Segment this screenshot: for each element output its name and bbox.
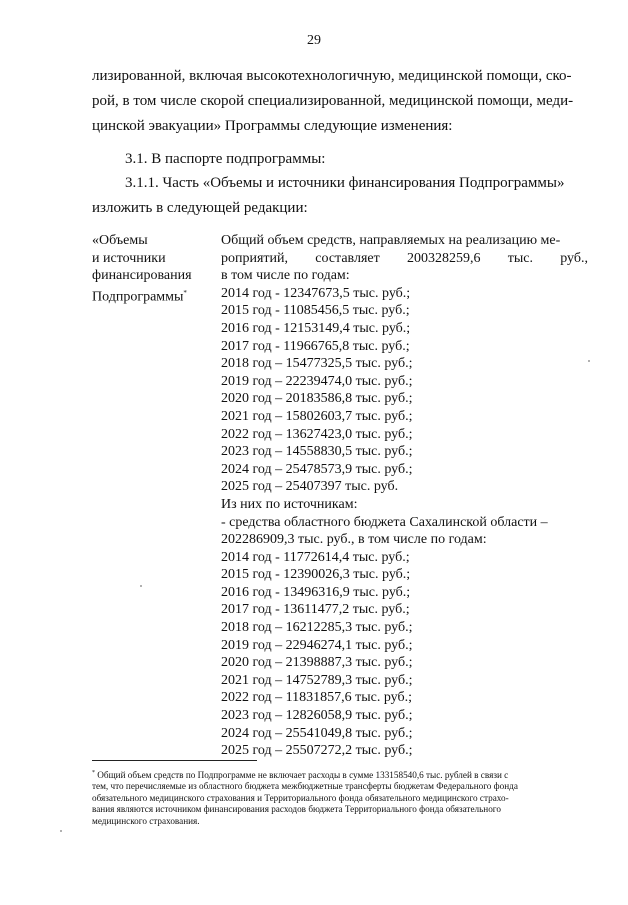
footnote-line-1-text: Общий объем средств по Подпрограмме не включает расходы в сумме 133158540,6 тыс. рублей в связи с (97, 770, 509, 781)
regional-year-row: 2024 год – 25541049,8 тыс. руб.; (221, 725, 413, 741)
sources-heading: Из них по источникам: (221, 496, 358, 512)
total-year-row: 2015 год - 11085456,5 тыс. руб.; (221, 303, 410, 319)
page-number: 29 (307, 33, 321, 48)
item-3-1-1-line-2: изложить в следующей редакции: (92, 200, 308, 216)
regional-year-row: 2020 год – 21398887,3 тыс. руб.; (221, 655, 413, 671)
regional-year-row: 2022 год – 11831857,6 тыс. руб.; (221, 690, 412, 706)
regional-line-2: 202286909,3 тыс. руб., в том числе по годам: (221, 532, 487, 548)
regional-year-row: 2023 год – 12826058,9 тыс. руб.; (221, 708, 413, 724)
total-year-row: 2014 год - 12347673,5 тыс. руб.; (221, 285, 411, 301)
intro-paragraph (92, 64, 586, 139)
item-3-1-1 (92, 171, 586, 221)
item-3-1-text: 3.1. В паспорте подпрограммы: (125, 151, 326, 167)
total-line-2 (221, 250, 588, 268)
total-year-row: 2021 год – 15802603,7 тыс. руб.; (221, 408, 413, 424)
regional-year-row: 2015 год - 12390026,3 тыс. руб.; (221, 567, 411, 583)
label-line-4-text: Подпрограммы (92, 289, 184, 305)
regional-year-row: 2017 год - 13611477,2 тыс. руб.; (221, 602, 410, 618)
regional-year-row: 2018 год – 16212285,3 тыс. руб.; (221, 620, 413, 636)
label-line-1: «Объемы (92, 233, 148, 248)
total-year-row: 2017 год - 11966765,8 тыс. руб.; (221, 338, 410, 354)
total-line-2-part-e: руб., (560, 250, 588, 266)
footnote-line-1 (92, 768, 586, 781)
footnote-divider (92, 760, 257, 761)
scan-speck (60, 830, 62, 832)
footnote-line-4: вания являются источником финансирования расходов бюджета Территориального фонда обязательного (92, 804, 501, 815)
intro-line-2: рой, в том числе скорой специализированной, медицинской помощи, меди- (92, 93, 574, 109)
total-year-row: 2020 год – 20183586,8 тыс. руб.; (221, 391, 413, 407)
item-3-1-1-line-1: 3.1.1. Часть «Объемы и источники финансирования Подпрограммы» (125, 175, 565, 191)
footnote-line-5: медицинского страхования. (92, 815, 200, 826)
total-year-row: 2024 год – 25478573,9 тыс. руб.; (221, 461, 413, 477)
regional-year-row: 2025 год – 25507272,2 тыс. руб.; (221, 743, 413, 759)
total-line-1: Общий объем средств, направляемых на реализацию ме- (221, 233, 561, 248)
total-year-row: 2025 год – 25407397 тыс. руб. (221, 479, 399, 495)
total-year-row: 2019 год – 22239474,0 тыс. руб.; (221, 373, 413, 389)
total-line-3: в том числе по годам: (221, 268, 350, 284)
regional-year-row: 2019 год – 22946274,1 тыс. руб.; (221, 637, 413, 653)
label-line-2: и источники (92, 250, 166, 266)
label-line-3: финансирования (92, 268, 192, 284)
financing-content (221, 232, 588, 760)
intro-line-1: лизированной, включая высокотехнологичную, медицинской помощи, ско- (92, 68, 572, 84)
footnote-line-2: тем, что перечисляемые из областного бюджета межбюджетные трансферты бюджетам Федерального фонда (92, 781, 518, 792)
total-year-row: 2022 год – 13627423,0 тыс. руб.; (221, 426, 413, 442)
total-year-row: 2018 год – 15477325,5 тыс. руб.; (221, 356, 413, 372)
footnote-mark: * (183, 288, 187, 297)
scan-speck (140, 585, 142, 587)
total-line-2-part-a: роприятий, (221, 250, 289, 266)
regional-line-1: - средства областного бюджета Сахалинской области – (221, 514, 548, 530)
scan-speck (588, 360, 590, 362)
total-line-2-part-d: тыс. (507, 250, 533, 266)
footnote-mark-bottom: * (92, 770, 95, 776)
regional-year-row: 2014 год - 11772614,4 тыс. руб.; (221, 549, 410, 565)
total-amount: 200328259,6 (406, 250, 481, 266)
total-year-row: 2023 год – 14558830,5 тыс. руб.; (221, 444, 413, 460)
intro-line-3: цинской эвакуации» Программы следующие изменения: (92, 118, 453, 134)
section-label (92, 232, 217, 306)
footnote-line-3: обязательного медицинского страхования и Территориального фонда обязательного медицинского страхо- (92, 792, 509, 803)
regional-year-row: 2021 год – 14752789,3 тыс. руб.; (221, 672, 413, 688)
item-3-1 (125, 147, 586, 172)
regional-year-row: 2016 год - 13496316,9 тыс. руб.; (221, 584, 411, 600)
total-year-row: 2016 год - 12153149,4 тыс. руб.; (221, 320, 411, 336)
total-line-2-part-b: составляет (315, 250, 380, 266)
footnote (92, 768, 586, 827)
label-line-4 (92, 285, 217, 306)
